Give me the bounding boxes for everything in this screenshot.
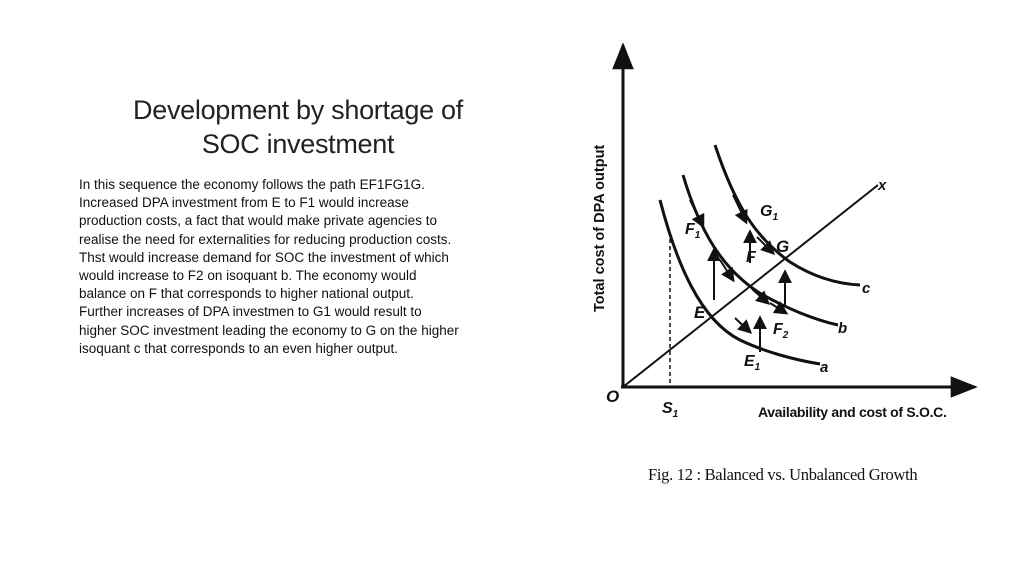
point-g-label: G <box>776 237 790 256</box>
body-line: In this sequence the economy follows the path EF1FG1G. <box>79 177 425 192</box>
point-e-label: E <box>694 303 706 322</box>
body-line: isoquant c that corresponds to an even higher output. <box>79 340 398 356</box>
point-f-label: F <box>746 249 756 266</box>
figure-caption: Fig. 12 : Balanced vs. Unbalanced Growth <box>648 465 918 484</box>
body-line: would increase to F2 on isoquant b. The economy would <box>79 268 417 284</box>
point-g1-label: $G_1$ <box>760 203 779 223</box>
s1-label: $S_1$ <box>662 400 679 420</box>
curve-b-label: b <box>838 320 848 337</box>
point-f2-label: $F_2$ <box>773 321 789 341</box>
slide-body-text <box>79 176 529 358</box>
point-e1-label: $E_1$ <box>744 353 761 373</box>
ray-label: x <box>878 177 887 194</box>
body-line: Increased DPA investment from E to F1 would increase <box>79 195 409 211</box>
path-arrow <box>733 195 746 222</box>
slide-title <box>80 93 516 161</box>
isoquant-c <box>715 145 860 285</box>
point-f1-label: $F_1$ <box>685 221 701 241</box>
growth-diagram <box>580 35 980 495</box>
isoquant-b <box>683 175 838 325</box>
title-line-2: SOC investment <box>201 129 395 159</box>
x-axis-label: Availability and cost of S.O.C. <box>758 404 947 420</box>
origin-label: O <box>606 387 620 406</box>
y-axis-label: Total cost of DPA output <box>592 144 608 312</box>
body-line: Thst would increase demand for SOC the investment of which <box>79 249 449 265</box>
title-line-1: Development by shortage of <box>133 95 463 125</box>
body-line: balance on F that corresponds to higher national output. <box>79 286 414 302</box>
body-line: realise the need for externalities for reducing production costs. <box>79 231 452 247</box>
body-line: Further increases of DPA investmen to G1 would result to <box>79 304 422 320</box>
body-line: production costs, a fact that would make private agencies to <box>79 213 437 229</box>
curve-a-label: a <box>820 359 829 376</box>
path-arrow <box>735 318 750 332</box>
body-line: higher SOC investment leading the economy to G on the higher <box>79 322 459 338</box>
curve-c-label: c <box>862 280 871 297</box>
